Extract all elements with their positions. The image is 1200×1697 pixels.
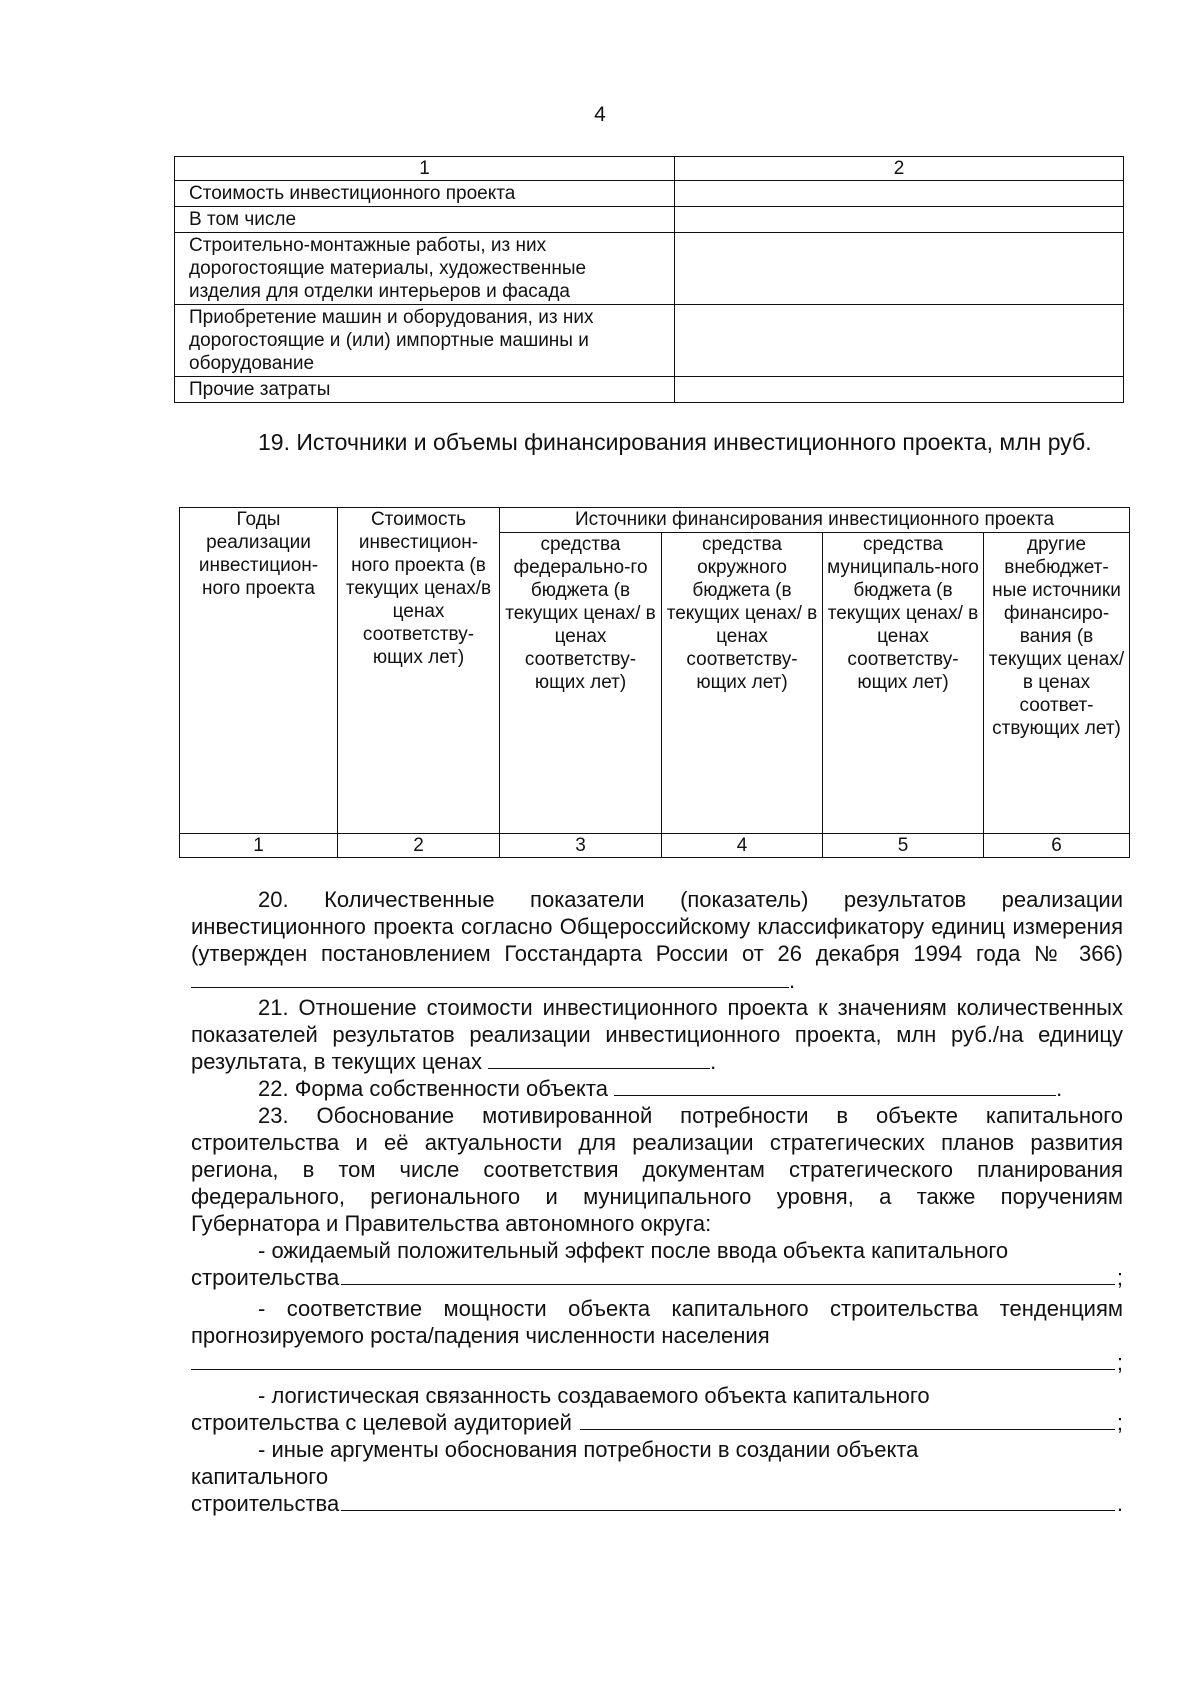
header-cell-2: 2 — [675, 157, 1124, 181]
section-22-blank[interactable] — [614, 1075, 1056, 1096]
row-value — [675, 207, 1124, 233]
row-label: Строительно-монтажные работы, из них дорогостоящие материалы, художественные изделия для отделки интерьеров и фасада — [175, 233, 675, 305]
item-3-blank[interactable] — [580, 1409, 1115, 1430]
table-row — [175, 377, 1124, 403]
col-cost-header: Стоимость инвестицион-ного проекта (в текущих ценах/в ценах соответству-ющих лет) — [338, 508, 500, 834]
item-4-period: . — [1116, 1491, 1123, 1516]
item-3 — [191, 1382, 1123, 1409]
item-1 — [191, 1237, 1123, 1264]
table-row — [175, 181, 1124, 207]
section-22-end: . — [1056, 1076, 1063, 1101]
item-1-text-end: строительства — [191, 1265, 340, 1290]
item-4-blank[interactable] — [341, 1490, 1115, 1511]
col-district-header: средства окружного бюджета (в текущих ценах/ в ценах соответству-ющих лет) — [662, 533, 823, 834]
row-label: Приобретение машин и оборудования, из них дорогостоящие и (или) импортные машины и оборудование — [175, 305, 675, 377]
cost-table — [174, 156, 1124, 403]
item-2-semicolon: ; — [1116, 1350, 1123, 1375]
item-1-text: - ожидаемый положительный эффект после ввода объекта капитального — [258, 1238, 1009, 1263]
item-3-line — [191, 1409, 1123, 1436]
item-2-blank[interactable] — [191, 1349, 1115, 1370]
section-23 — [191, 1102, 1123, 1237]
column-numbers-row — [180, 834, 1130, 858]
section-21 — [191, 994, 1123, 1075]
column-number: 4 — [662, 834, 823, 858]
row-label: Стоимость инвестиционного проекта — [175, 181, 675, 207]
section-21-text: 21. Отношение стоимости инвестиционного проекта к значениям количественных показателей результатов реализации инвестиционного проекта, млн руб./на единицу результата, в текущих ценах — [191, 995, 1123, 1074]
item-3-text-end: строительства с целевой аудиторией — [191, 1410, 572, 1435]
row-value — [675, 181, 1124, 207]
section-22-text: 22. Форма собственности объекта — [258, 1076, 608, 1101]
item-1-semicolon: ; — [1116, 1265, 1123, 1290]
section-19-heading: 19. Источники и объемы финансирования инвестиционного проекта, млн руб. — [258, 429, 1092, 455]
section-21-end: . — [710, 1049, 717, 1074]
row-label: В том числе — [175, 207, 675, 233]
row-value — [675, 305, 1124, 377]
item-4-text: - иные аргументы обоснования потребности в создании объекта — [258, 1437, 919, 1462]
section-22 — [191, 1075, 1123, 1102]
table-row — [175, 207, 1124, 233]
col-municipal-header: средства муниципаль-ного бюджета (в текущих ценах/ в ценах соответству-ющих лет) — [823, 533, 984, 834]
section-20 — [191, 886, 1123, 994]
item-2-text: - соответствие мощности объекта капитального строительства тенденциям прогнозируемого роста/падения численности населения — [191, 1296, 1123, 1348]
item-2 — [191, 1295, 1123, 1349]
item-4-line — [191, 1490, 1123, 1517]
item-3-semicolon: ; — [1116, 1410, 1123, 1435]
table-row — [175, 305, 1124, 377]
item-1-line — [191, 1264, 1123, 1291]
section-23-text: 23. Обоснование мотивированной потребности в объекте капитального строительства и её актуальности для реализации стратегических планов развития региона, в том числе соответствия документам стратегического планирования федерального, регионального и муниципального уровня, а также поручениям Губернатора и Правительства автономного округа: — [191, 1103, 1123, 1236]
page-number: 4 — [594, 103, 606, 126]
col-years-header: Годы реализации инвестицион-ного проекта — [180, 508, 338, 834]
row-value — [675, 233, 1124, 305]
table-header-row — [175, 157, 1124, 181]
column-number: 1 — [180, 834, 338, 858]
column-number: 2 — [338, 834, 500, 858]
item-3-text: - логистическая связанность создаваемого объекта капитального — [258, 1383, 930, 1408]
col-other-header: другие внебюджет-ные источники финансиро-вания (в текущих ценах/ в ценах соответ-ствующих лет) — [984, 533, 1130, 834]
col-federal-header: средства федерально-го бюджета (в текущих ценах/ в ценах соответству-ющих лет) — [500, 533, 662, 834]
item-1-blank[interactable] — [341, 1264, 1115, 1285]
item-4 — [191, 1436, 1123, 1463]
table-row — [175, 233, 1124, 305]
column-number: 5 — [823, 834, 984, 858]
row-label: Прочие затраты — [175, 377, 675, 403]
item-4-text-end: строительства — [191, 1491, 340, 1516]
row-value — [675, 377, 1124, 403]
section-20-end: . — [789, 968, 796, 993]
funding-header-row — [180, 508, 1130, 533]
section-20-blank[interactable] — [191, 967, 789, 988]
sources-group-header: Источники финансирования инвестиционного проекта — [500, 508, 1130, 533]
form-body — [191, 886, 1123, 1517]
column-number: 3 — [500, 834, 662, 858]
header-cell-1: 1 — [175, 157, 675, 181]
funding-table — [179, 507, 1130, 858]
section-20-text: 20. Количественные показатели (показатель) результатов реализации инвестиционного проекта согласно Общероссийскому классификатору единиц измерения (утвержден постановлением Госстандарта России от 26 декабря 1994 года № 366) — [191, 887, 1123, 966]
item-2-line — [191, 1349, 1123, 1376]
item-4-text-mid: капитального — [191, 1464, 329, 1489]
section-21-blank[interactable] — [488, 1048, 710, 1069]
column-number: 6 — [984, 834, 1130, 858]
